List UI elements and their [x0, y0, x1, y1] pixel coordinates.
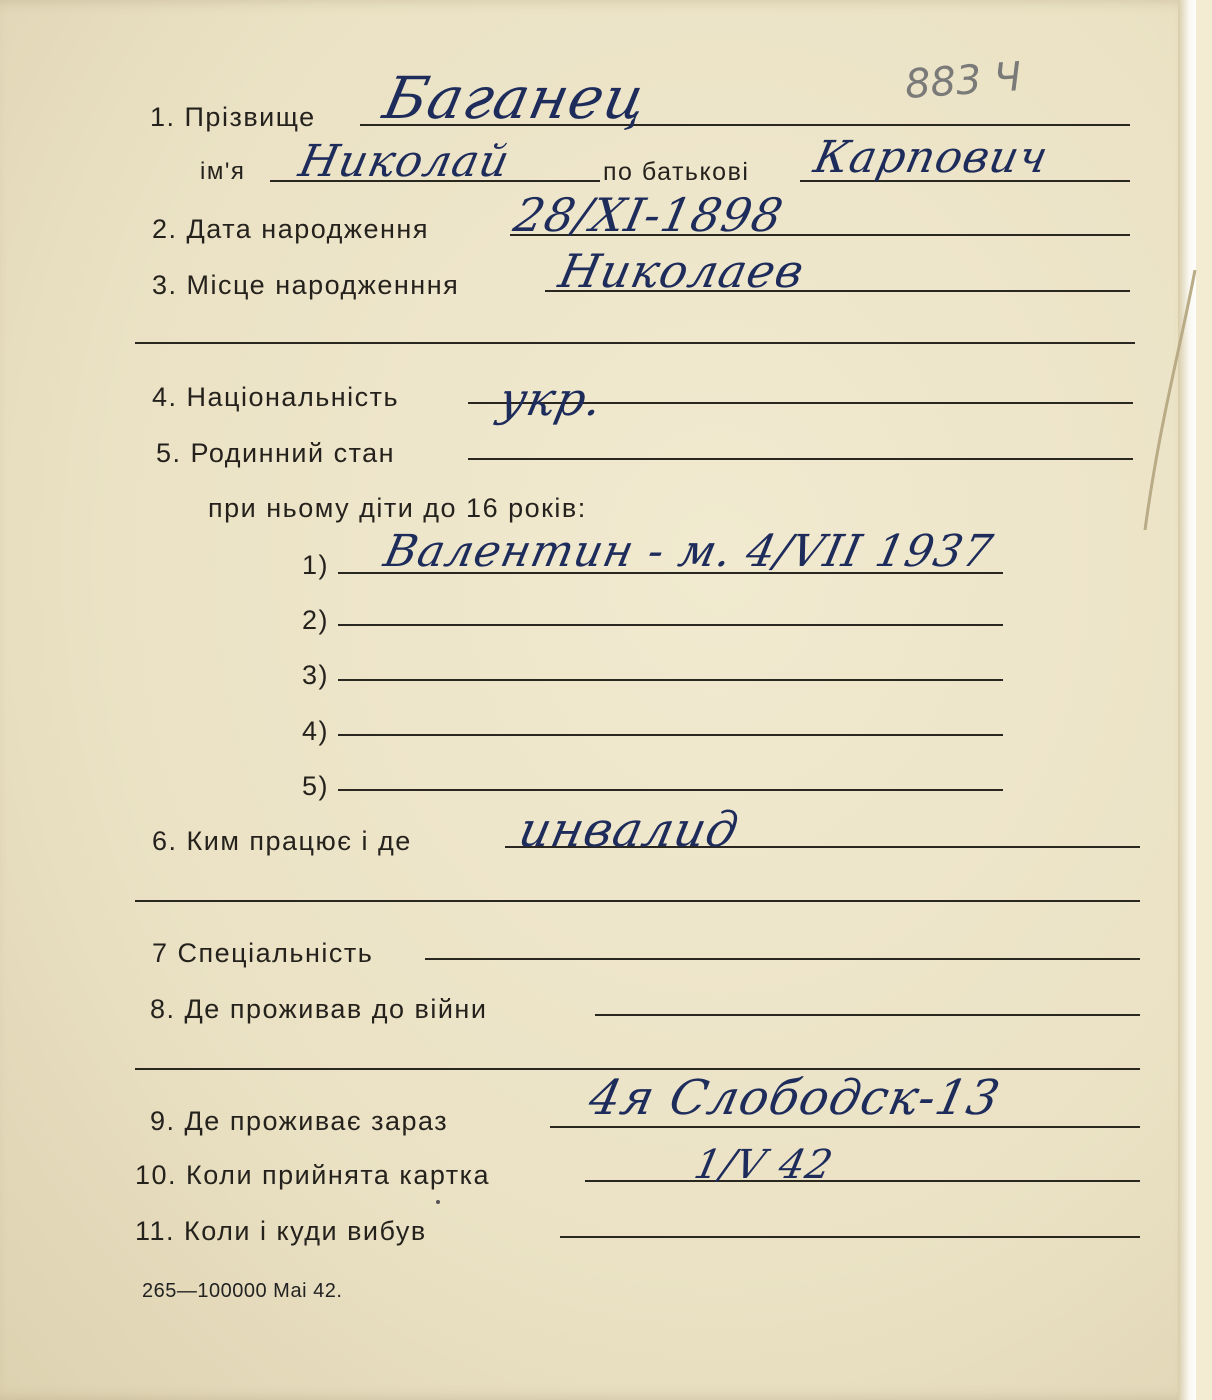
nationality-label: 4. Національність [152, 382, 400, 412]
print-run-footer: 265—100000 Маі 42. [142, 1280, 343, 1302]
paper-edge [1178, 0, 1196, 1400]
family-status-line [468, 458, 1133, 460]
birth-place-line-2 [135, 342, 1135, 344]
card-accepted-label: 10. Коли прийнята картка [135, 1160, 491, 1190]
child-2-line [338, 624, 1003, 626]
occupation-value: инвалид [514, 802, 744, 858]
departure-label: 11. Коли і куди вибув [135, 1216, 427, 1246]
child-3-line [338, 679, 1003, 681]
specialty-label: 7 Спеціальність [152, 938, 374, 968]
nationality-value: укр. [494, 372, 608, 426]
patronymic-value: Карпович [809, 132, 1054, 183]
card-accepted-line [585, 1180, 1140, 1182]
birth-place-value: Николаев [554, 244, 810, 298]
occupation-line-2 [135, 900, 1140, 902]
name-value: Николай [294, 136, 515, 187]
child-4-line [338, 734, 1003, 736]
name-label: ім'я [200, 158, 246, 185]
departure-line [560, 1236, 1140, 1238]
current-residence-value: 4я Слободск-13 [584, 1070, 1006, 1126]
birth-place-label: 3. Місце народженння [152, 270, 460, 300]
child-4-num: 4) [302, 716, 330, 746]
surname-value: Баганец [377, 64, 654, 132]
child-2-num: 2) [302, 605, 330, 635]
prewar-residence-label: 8. Де проживав до війни [150, 994, 488, 1024]
prewar-residence-line [595, 1014, 1140, 1016]
child-1-value: Валентин - м. 4/VII 1937 [379, 526, 998, 577]
child-5-num: 5) [302, 771, 330, 801]
current-residence-line [550, 1126, 1140, 1128]
child-5-line [338, 789, 1003, 791]
family-status-label: 5. Родинний стан [156, 438, 396, 468]
paper-crease [1140, 270, 1200, 530]
birth-date-value: 28/XI-1898 [509, 188, 789, 242]
birth-date-label: 2. Дата народження [152, 214, 429, 244]
children-label: при ньому діти до 16 років: [208, 493, 587, 523]
card-number: 883 Ч [903, 53, 1023, 109]
child-1-num: 1) [302, 550, 330, 580]
surname-label: 1. Прізвище [150, 102, 316, 132]
card-accepted-value: 1/V 42 [690, 1142, 838, 1188]
child-3-num: 3) [302, 660, 330, 690]
patronymic-label: по батькові [603, 158, 750, 186]
ink-speck [436, 1200, 440, 1204]
specialty-line [425, 958, 1140, 960]
current-residence-label: 9. Де проживає зараз [150, 1106, 449, 1136]
occupation-label: 6. Ким працює і де [152, 826, 412, 856]
